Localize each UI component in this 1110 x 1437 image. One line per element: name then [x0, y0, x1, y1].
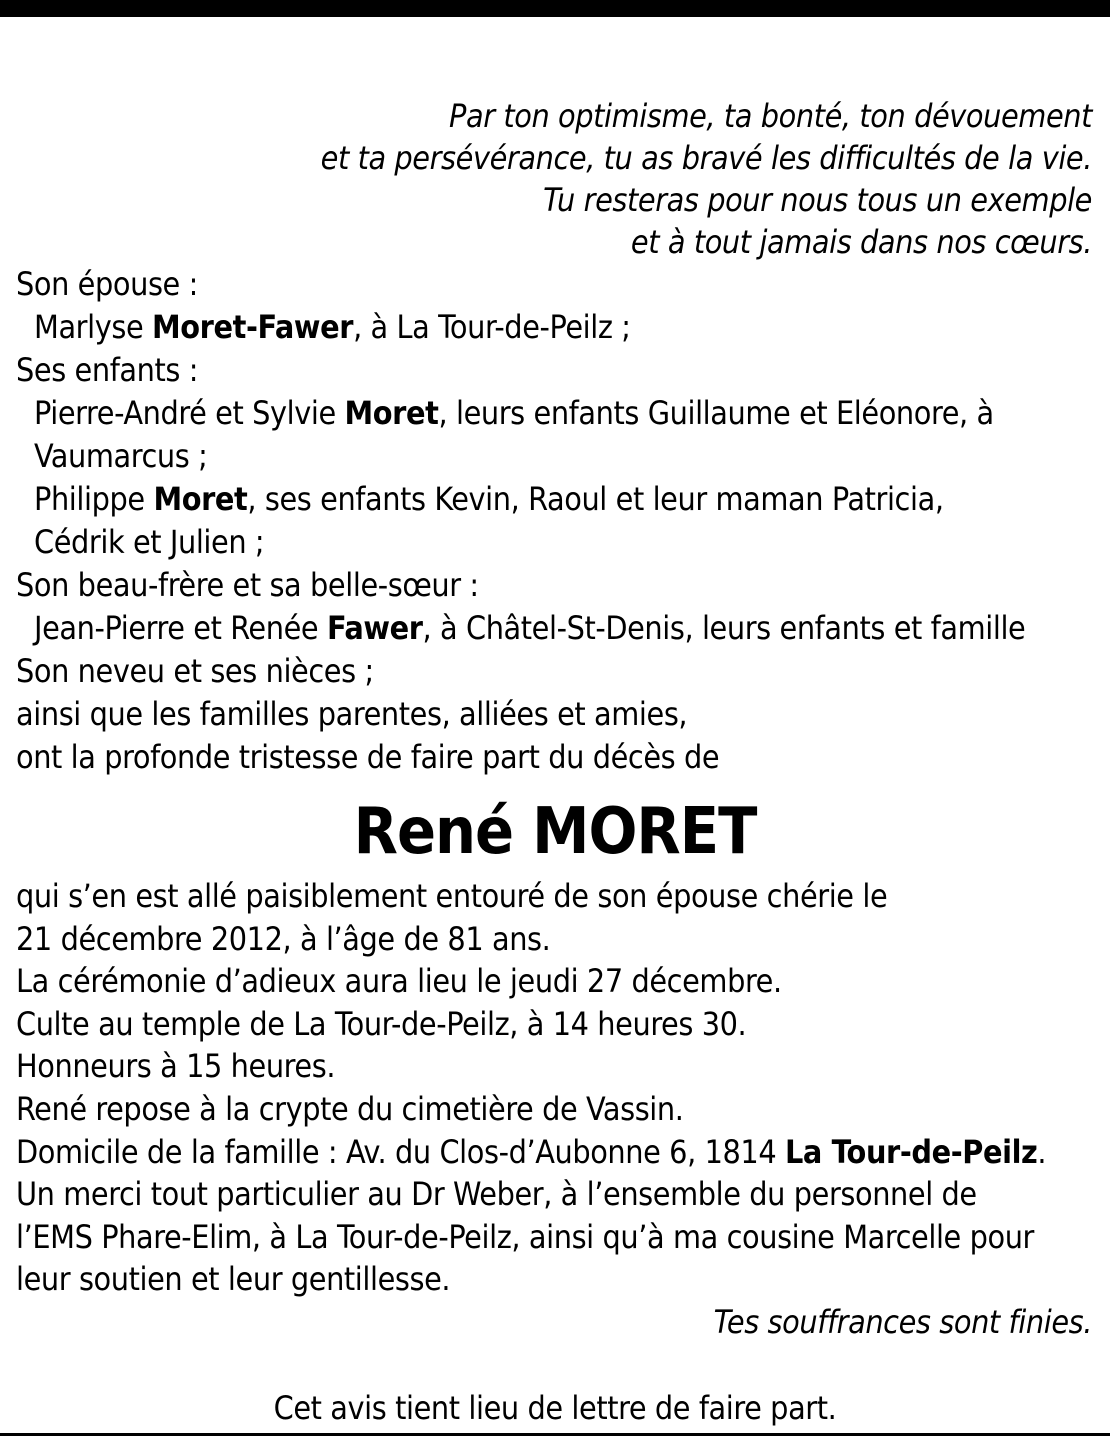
nephews-line: Son neveu et ses nièces ;	[16, 652, 374, 690]
thanks-line: l’EMS Phare-Elim, à La Tour-de-Peilz, ainsi qu’à ma cousine Marcelle pour	[16, 1218, 1034, 1256]
inlaws-surname: Fawer	[326, 609, 423, 647]
child1-surname: Moret	[344, 394, 439, 432]
child1-line: Pierre-André et Sylvie Moret, leurs enfants Guillaume et Eléonore, à	[34, 394, 994, 432]
child2-cont: Cédrik et Julien ;	[34, 523, 265, 561]
inlaws-heading: Son beau-frère et sa belle-sœur :	[16, 566, 479, 604]
quote-line: Par ton optimisme, ta bonté, ton dévouement	[449, 97, 1092, 135]
quote-line: et à tout jamais dans nos cœurs.	[630, 223, 1092, 261]
spouse-heading: Son épouse :	[16, 265, 198, 303]
inlaws-line: Jean-Pierre et Renée Fawer, à Châtel-St-Denis, leurs enfants et famille	[34, 609, 1026, 647]
thanks-line: leur soutien et leur gentillesse.	[16, 1260, 451, 1298]
domicile-town: La Tour-de-Peilz	[784, 1133, 1038, 1171]
quote-line: et ta persévérance, tu as bravé les difficultés de la vie.	[320, 139, 1092, 177]
spouse-line: Marlyse Moret-Fawer, à La Tour-de-Peilz ;	[34, 308, 631, 346]
thanks-line: Un merci tout particulier au Dr Weber, à l’ensemble du personnel de	[16, 1175, 977, 1213]
child2-line: Philippe Moret, ses enfants Kevin, Raoul et leur maman Patricia,	[34, 480, 944, 518]
detail-line: Honneurs à 15 heures.	[16, 1047, 336, 1085]
families-line: ainsi que les familles parentes, alliées et amies,	[16, 695, 688, 733]
bottom-rule	[0, 1433, 1110, 1436]
domicile-line: Domicile de la famille : Av. du Clos-d’Aubonne 6, 1814 La Tour-de-Peilz.	[16, 1133, 1047, 1171]
footer-note: Cet avis tient lieu de lettre de faire part.	[273, 1389, 837, 1427]
child1-cont: Vaumarcus ;	[34, 437, 208, 475]
detail-line: 21 décembre 2012, à l’âge de 81 ans.	[16, 920, 551, 958]
detail-line: René repose à la crypte du cimetière de Vassin.	[16, 1090, 684, 1128]
detail-line: La cérémonie d’adieux aura lieu le jeudi 27 décembre.	[16, 962, 782, 1000]
closing-quote: Tes souffrances sont finies.	[713, 1303, 1092, 1341]
detail-line: Culte au temple de La Tour-de-Peilz, à 14 heures 30.	[16, 1005, 747, 1043]
detail-line: qui s’en est allé paisiblement entouré de son épouse chérie le	[16, 877, 888, 915]
announce-line: ont la profonde tristesse de faire part du décès de	[16, 738, 720, 776]
deceased-name: René MORET	[353, 795, 757, 869]
child2-surname: Moret	[153, 480, 248, 518]
spouse-surname: Moret-Fawer	[152, 308, 354, 346]
children-heading: Ses enfants :	[16, 351, 199, 389]
top-rule	[0, 0, 1110, 17]
quote-line: Tu resteras pour nous tous un exemple	[543, 181, 1092, 219]
